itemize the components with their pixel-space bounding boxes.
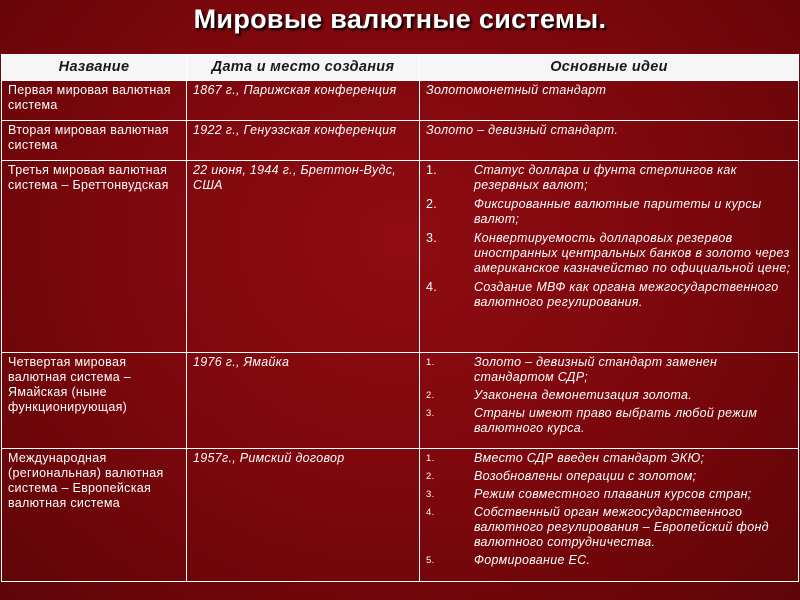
list-item [426, 553, 792, 568]
list-text: Режим совместного плавания курсов стран; [474, 487, 752, 501]
list-item [426, 231, 792, 276]
slide-title: Мировые валютные системы. [193, 4, 607, 34]
list-item [426, 280, 792, 310]
list-number: 4. [426, 507, 435, 518]
list-number: 1. [426, 357, 435, 368]
system-idea: Золотомонетный стандарт [420, 81, 799, 121]
list-text: Золото – девизный стандарт заменен стандартом СДР; [474, 355, 718, 384]
list-item [426, 388, 792, 403]
list-text: Фиксированные валютные паритеты и курсы валют; [474, 197, 762, 226]
system-name: Четвертая мировая валютная система – Ямайская (ныне функционирующая) [2, 353, 187, 449]
system-date: 1957г., Римский договор [187, 449, 420, 582]
list-number: 2. [426, 197, 438, 211]
list-item [426, 197, 792, 227]
list-number: 4. [426, 280, 438, 294]
list-text: Статус доллара и фунта стерлингов как резервных валют; [474, 163, 737, 192]
list-text: Узаконена демонетизация золота. [474, 388, 692, 402]
list-text: Формирование ЕС. [474, 553, 591, 567]
list-item [426, 355, 792, 385]
list-item [426, 469, 792, 484]
ideas-list [426, 163, 792, 310]
ideas-list [426, 355, 792, 436]
list-number: 1. [426, 453, 435, 464]
list-text: Конвертируемость долларовых резервов иностранных центральных банков в золото через американское казначейство по официальной цене; [474, 231, 791, 275]
table-row [2, 81, 799, 121]
list-number: 5. [426, 555, 435, 566]
list-text: Вместо СДР введен стандарт ЭКЮ; [474, 451, 705, 465]
system-name: Вторая мировая валютная система [2, 121, 187, 161]
system-idea: Золото – девизный стандарт. [420, 121, 799, 161]
system-date: 1922 г., Генуэзская конференция [187, 121, 420, 161]
list-item [426, 487, 792, 502]
list-item [426, 451, 792, 466]
list-item [426, 406, 792, 436]
system-date: 1976 г., Ямайка [187, 353, 420, 449]
system-name: Международная (региональная) валютная система – Европейская валютная система [2, 449, 187, 582]
table-row [2, 161, 799, 353]
list-text: Страны имеют право выбрать любой режим валютного курса. [474, 406, 758, 435]
system-date: 1867 г., Парижская конференция [187, 81, 420, 121]
list-number: 3. [426, 489, 435, 500]
header-name: Название [2, 55, 187, 81]
list-number: 3. [426, 231, 438, 245]
currency-systems-table [1, 54, 799, 582]
list-number: 1. [426, 163, 438, 177]
system-name: Первая мировая валютная система [2, 81, 187, 121]
list-item [426, 163, 792, 193]
list-number: 2. [426, 471, 435, 482]
list-item [426, 505, 792, 550]
list-text: Возобновлены операции с золотом; [474, 469, 697, 483]
list-text: Собственный орган межгосударственного валютного регулирования – Европейский фонд валютного сотрудничества. [474, 505, 769, 549]
header-ideas: Основные идеи [420, 55, 799, 81]
list-number: 3. [426, 408, 435, 419]
system-ideas [420, 353, 799, 449]
system-ideas [420, 161, 799, 353]
header-row [2, 55, 799, 81]
system-date: 22 июня, 1944 г., Бреттон-Вудс, США [187, 161, 420, 353]
table-row [2, 353, 799, 449]
list-text: Создание МВФ как органа межгосударственного валютного регулирования. [474, 280, 779, 309]
table-row [2, 121, 799, 161]
header-date: Дата и место создания [187, 55, 420, 81]
list-number: 2. [426, 390, 435, 401]
table-row [2, 449, 799, 582]
ideas-list [426, 451, 792, 568]
system-name: Третья мировая валютная система – Бреттонвудская [2, 161, 187, 353]
system-ideas [420, 449, 799, 582]
